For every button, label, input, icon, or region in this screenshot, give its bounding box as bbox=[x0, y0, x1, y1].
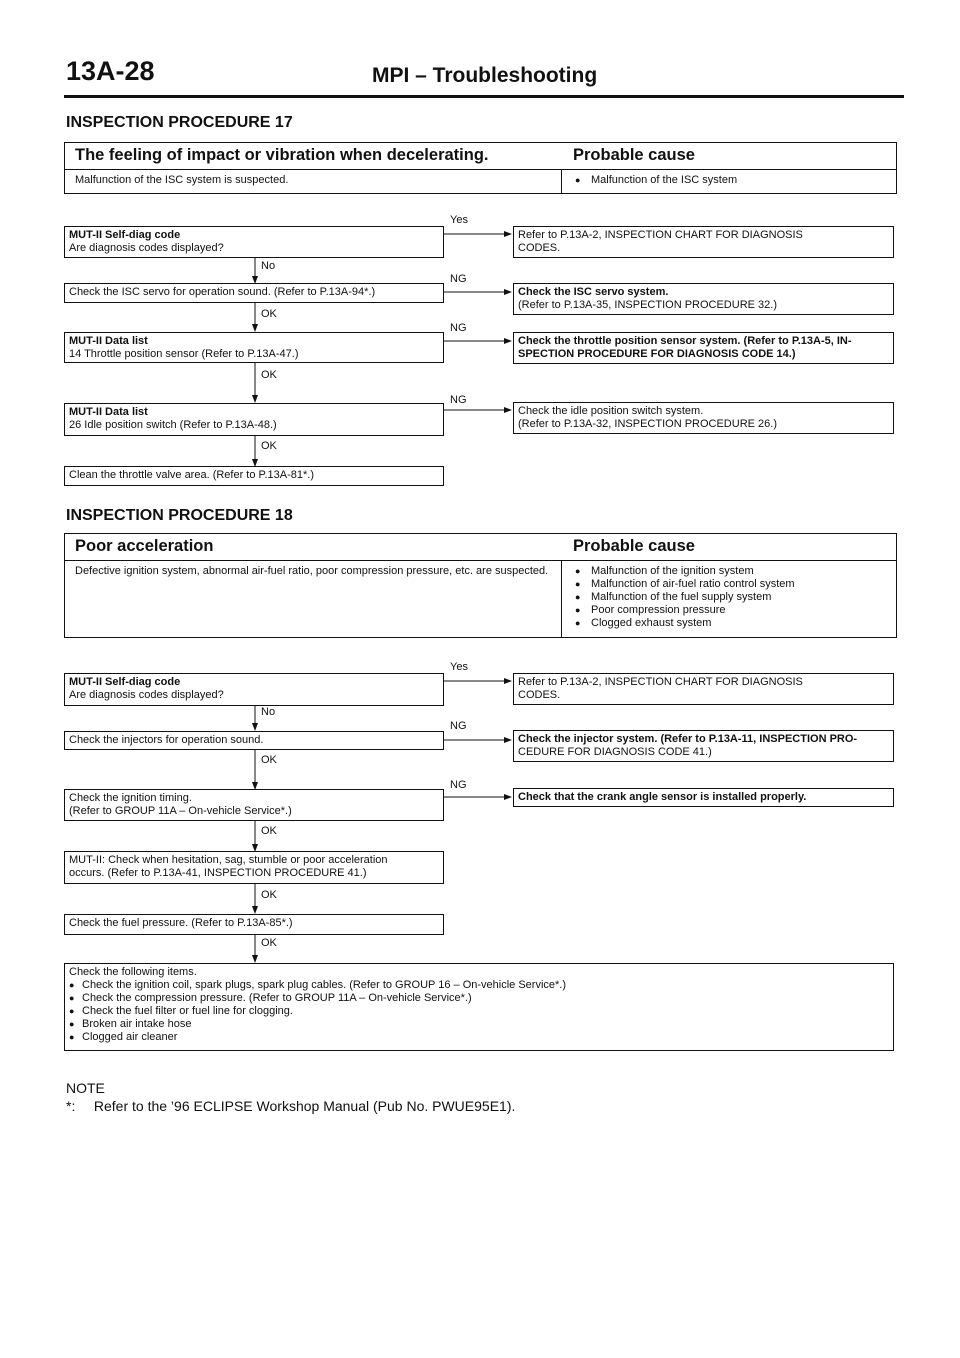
p17-down-label: No bbox=[261, 260, 276, 272]
step-text: Check the ISC servo for operation sound. (Refer to P.13A-94*.) bbox=[69, 286, 376, 298]
section-title: MPI – Troubleshooting bbox=[372, 64, 598, 87]
procedure-18-title: INSPECTION PROCEDURE 18 bbox=[66, 507, 293, 524]
result-line: Check that the crank angle sensor is installed properly. bbox=[518, 791, 807, 803]
result-line: CODES. bbox=[518, 689, 561, 701]
p18-result-diag-chart bbox=[513, 673, 894, 705]
final-check-list bbox=[69, 979, 889, 1044]
p17-down-label: OK bbox=[261, 308, 277, 320]
note-heading: NOTE bbox=[66, 1080, 105, 1096]
step-text: Check the injectors for operation sound. bbox=[69, 734, 264, 746]
p18-result-crank-sensor bbox=[513, 788, 894, 807]
p18-down-label: No bbox=[261, 706, 276, 718]
result-line: CODES. bbox=[518, 242, 561, 254]
result-line: SPECTION PROCEDURE FOR DIAGNOSIS CODE 14.) bbox=[518, 348, 796, 360]
p17-step-self-diag bbox=[64, 226, 444, 258]
p17-result-diag-chart bbox=[513, 226, 894, 258]
p18-step-self-diag bbox=[64, 673, 444, 706]
p17-result-throttle-system bbox=[513, 332, 894, 364]
final-check-item: ● Check the fuel filter or fuel line for clogging. bbox=[69, 1005, 889, 1018]
step-text: Are diagnosis codes displayed? bbox=[69, 242, 224, 254]
p18-down-label: OK bbox=[261, 754, 277, 766]
probable-cause-item: ● Malfunction of the ignition system bbox=[575, 565, 905, 578]
p17-step-isc-servo bbox=[64, 283, 444, 303]
note-body bbox=[66, 1098, 515, 1114]
p17-result-isc-system bbox=[513, 283, 894, 315]
final-check-item: ● Check the compression pressure. (Refer to GROUP 11A – On-vehicle Service*.) bbox=[69, 992, 889, 1005]
note-marker: *: bbox=[66, 1098, 76, 1114]
cause-table-header bbox=[65, 534, 896, 561]
probable-cause-item: ● Malfunction of the fuel supply system bbox=[575, 591, 905, 604]
procedure-17-cause-table bbox=[64, 142, 897, 194]
page-number: 13A-28 bbox=[66, 56, 155, 86]
p17-branch-label: NG bbox=[450, 394, 467, 406]
step-text: Check the ignition timing. bbox=[69, 792, 192, 804]
probable-cause-item: ● Clogged exhaust system bbox=[575, 617, 905, 630]
p17-branch-label: NG bbox=[450, 273, 467, 285]
p17-branch-label: NG bbox=[450, 322, 467, 334]
symptom-description: Malfunction of the ISC system is suspected. bbox=[75, 174, 289, 186]
step-text: 26 Idle position switch (Refer to P.13A-48.) bbox=[69, 419, 277, 431]
p17-branch-label: Yes bbox=[450, 214, 468, 226]
step-title: MUT-II Data list bbox=[69, 335, 148, 347]
p18-down-label: OK bbox=[261, 889, 277, 901]
step-text: 14 Throttle position sensor (Refer to P.13A-47.) bbox=[69, 348, 299, 360]
p17-result-idle-switch-system bbox=[513, 402, 894, 434]
p18-branch-label: Yes bbox=[450, 661, 468, 673]
step-text: occurs. (Refer to P.13A-41, INSPECTION PROCEDURE 41.) bbox=[69, 867, 367, 879]
p18-step-ignition-timing bbox=[64, 789, 444, 821]
p17-step-clean-throttle bbox=[64, 466, 444, 486]
p18-result-injector-system bbox=[513, 730, 894, 762]
p17-step-throttle-sensor bbox=[64, 332, 444, 363]
result-line: CEDURE FOR DIAGNOSIS CODE 41.) bbox=[518, 746, 712, 758]
step-text: Are diagnosis codes displayed? bbox=[69, 689, 224, 701]
p18-step-fuel-pressure bbox=[64, 914, 444, 935]
p17-down-label: OK bbox=[261, 369, 277, 381]
p17-down-label: OK bbox=[261, 440, 277, 452]
result-line: Check the ISC servo system. bbox=[518, 286, 669, 298]
procedure-18-cause-table bbox=[64, 533, 897, 638]
final-check-item: ● Check the ignition coil, spark plugs, spark plug cables. (Refer to GROUP 16 – On-vehicle Service*.) bbox=[69, 979, 889, 992]
note-text: Refer to the ’96 ECLIPSE Workshop Manual (Pub No. PWUE95E1). bbox=[93, 1098, 516, 1114]
p18-branch-label: NG bbox=[450, 779, 467, 791]
final-heading: Check the following items. bbox=[69, 966, 197, 978]
probable-cause-list bbox=[575, 565, 905, 630]
p18-step-injectors bbox=[64, 731, 444, 750]
probable-cause-heading: Probable cause bbox=[573, 537, 695, 555]
step-text: Check the fuel pressure. (Refer to P.13A-85*.) bbox=[69, 917, 293, 929]
probable-cause-item: ● Malfunction of air-fuel ratio control system bbox=[575, 578, 905, 591]
result-line: (Refer to P.13A-32, INSPECTION PROCEDURE 26.) bbox=[518, 418, 777, 430]
step-text: Clean the throttle valve area. (Refer to P.13A-81*.) bbox=[69, 469, 314, 481]
table-divider bbox=[561, 170, 562, 193]
step-title: MUT-II Self-diag code bbox=[69, 676, 181, 688]
final-check-item: ● Broken air intake hose bbox=[69, 1018, 889, 1031]
symptom-heading: Poor acceleration bbox=[75, 537, 214, 555]
probable-cause-list bbox=[575, 174, 905, 187]
result-line: Check the idle position switch system. bbox=[518, 405, 704, 417]
p17-step-idle-switch bbox=[64, 403, 444, 436]
step-title: MUT-II Data list bbox=[69, 406, 148, 418]
result-line: Refer to P.13A-2, INSPECTION CHART FOR DIAGNOSIS bbox=[518, 229, 803, 241]
final-check-item: ● Clogged air cleaner bbox=[69, 1031, 889, 1044]
symptom-description: Defective ignition system, abnormal air-fuel ratio, poor compression pressure, etc. are suspected. bbox=[75, 565, 549, 577]
p18-down-label: OK bbox=[261, 937, 277, 949]
result-line: Check the throttle position sensor system. (Refer to P.13A-5, IN- bbox=[518, 335, 852, 347]
step-text: MUT-II: Check when hesitation, sag, stumble or poor acceleration bbox=[69, 854, 388, 866]
p18-step-mut-check bbox=[64, 851, 444, 884]
procedure-17-title: INSPECTION PROCEDURE 17 bbox=[66, 114, 293, 131]
table-divider bbox=[561, 561, 562, 637]
result-line: (Refer to P.13A-35, INSPECTION PROCEDURE 32.) bbox=[518, 299, 777, 311]
probable-cause-heading: Probable cause bbox=[573, 146, 695, 164]
cause-table-header bbox=[65, 143, 896, 170]
step-text: (Refer to GROUP 11A – On-vehicle Service*.) bbox=[69, 805, 292, 817]
probable-cause-item: ● Malfunction of the ISC system bbox=[575, 174, 905, 187]
p18-down-label: OK bbox=[261, 825, 277, 837]
probable-cause-item: ● Poor compression pressure bbox=[575, 604, 905, 617]
result-line: Refer to P.13A-2, INSPECTION CHART FOR DIAGNOSIS bbox=[518, 676, 803, 688]
result-line: Check the injector system. (Refer to P.13A-11, INSPECTION PRO- bbox=[518, 733, 858, 745]
p18-branch-label: NG bbox=[450, 720, 467, 732]
p18-final-check-box bbox=[64, 963, 894, 1051]
symptom-heading: The feeling of impact or vibration when decelerating. bbox=[75, 146, 489, 164]
step-title: MUT-II Self-diag code bbox=[69, 229, 181, 241]
